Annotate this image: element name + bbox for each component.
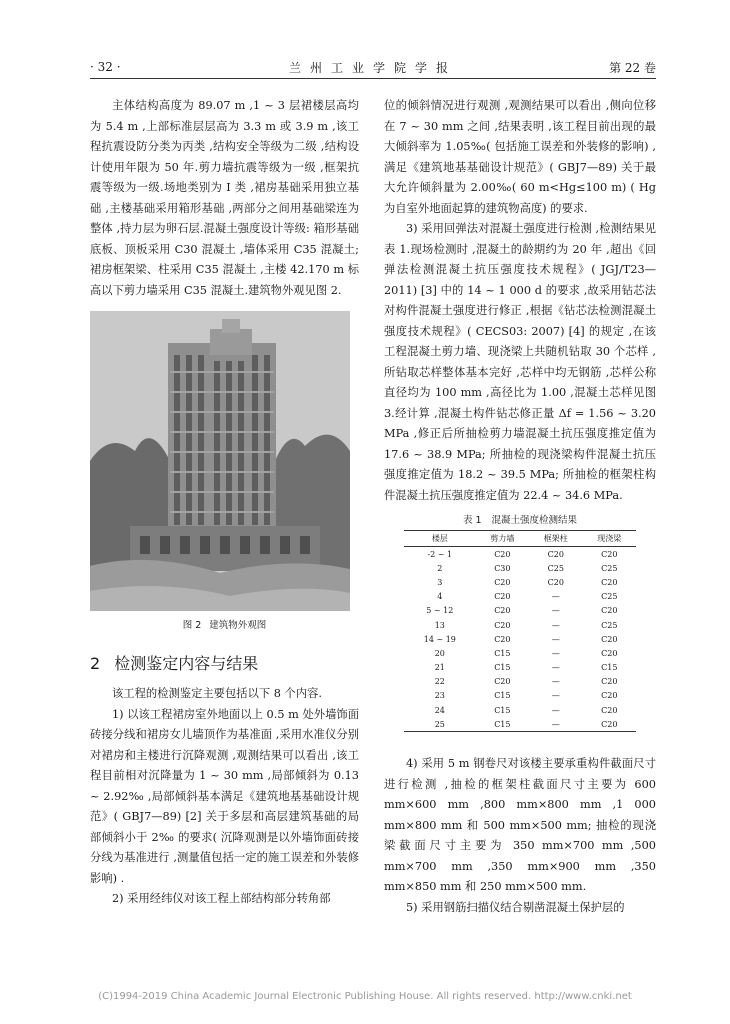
- table-cell: C20: [494, 634, 511, 644]
- table-cell: —: [551, 634, 560, 644]
- table-cell: —: [551, 663, 560, 673]
- table-row: [404, 703, 636, 717]
- table-cell: C20: [494, 620, 511, 630]
- column-header: 现浇梁: [583, 531, 636, 547]
- figure-caption: [90, 617, 359, 631]
- table-cell: 20: [434, 648, 445, 658]
- table-cell: 2: [437, 563, 443, 573]
- paragraph: 主体结构高度为 89.07 m ,1 ~ 3 层裙楼层高均为 5.4 m ,上部标准层层高为 3.3 m 或 3.9 m ,该工程抗震设防分类为丙类 ,结构安全等级为二级 ,结构设计使用年限为 50 年.剪力墙抗震等级为一级 ,框架抗震等级为一级.场地类别为 I 类 ,裙房基础采用独立基础 ,主楼基础采用箱形基础 ,两部分之间用基础梁连为整体 ,持力层为卵石层.混凝土强度设计等级: 箱形基础底板、顶板采用 C30 混凝土 ,墙体采用 C35 混凝土; 裙房框架梁、柱采用 C35 混凝土 ,主楼 42.170 m 标高以下剪力墙采用 C35 混凝土.建筑物外观见图 2.: [90, 99, 359, 297]
- table-cell: —: [551, 648, 560, 658]
- table-row: [404, 575, 636, 589]
- copyright-footer: (C)1994-2019 China Academic Journal Electronic Publishing House. All rights reserved. http://www.cnki.net: [98, 991, 632, 1002]
- table-cell: C20: [494, 592, 511, 602]
- building-photo: [90, 311, 350, 611]
- table-cell: C25: [601, 563, 618, 573]
- table-cell: C25: [547, 563, 564, 573]
- table-cell: C20: [601, 577, 618, 587]
- table-cell: 24: [434, 705, 445, 715]
- section-title: 检测鉴定内容与结果: [114, 654, 259, 673]
- left-column: [90, 96, 359, 910]
- paragraph: 位的倾斜情况进行观测 ,观测结果可以看出 ,侧向位移在 7 ~ 30 mm 之间 ,结果表明 ,该工程目前出现的最大倾斜率为 1.05‰( 包括施工误差和外装修的影响) ,满足《建筑地基基础设计规范》( GBJ7—89) 关于最大允许倾斜量为 2.00‰( 60 m<Hg≤100 m) ( Hg 为自室外地面起算的建筑物高度) 的要求.: [384, 99, 656, 215]
- table-cell: C20: [494, 549, 511, 559]
- table-cell: C15: [494, 663, 511, 673]
- strength-table: [404, 530, 636, 732]
- table-caption: [384, 512, 656, 526]
- table-header-row: [404, 531, 636, 547]
- table-cell: C20: [583, 717, 636, 732]
- table-row: [404, 547, 636, 562]
- table-row: [404, 590, 636, 604]
- table-cell: C15: [494, 691, 511, 701]
- section-number: 2: [90, 654, 101, 673]
- page-number: · 32 ·: [90, 60, 121, 74]
- table-cell: 23: [434, 691, 445, 701]
- journal-title: 兰州工业学院学报: [288, 61, 457, 75]
- table-cell: 25: [404, 717, 476, 732]
- paragraph: 该工程的检测鉴定主要包括以下 8 个内容.: [112, 687, 323, 700]
- table-row: [404, 675, 636, 689]
- paragraph: 5) 采用钢筋扫描仪结合剔凿混凝土保护层的: [406, 900, 625, 914]
- table-row: [404, 646, 636, 660]
- table-cell: 4: [437, 592, 443, 602]
- figure-caption-number: 图 2: [182, 620, 202, 631]
- figure-caption-text: 建筑物外观图: [209, 620, 267, 631]
- building-photo-image: [90, 311, 350, 611]
- table-cell: C20: [494, 577, 511, 587]
- section-heading: [90, 651, 359, 674]
- table-cell: C20: [547, 549, 564, 559]
- paragraph: 3) 采用回弹法对混凝土强度进行检测 ,检测结果见表 1.现场检测时 ,混凝土的龄期约为 20 年 ,超出《回弹法检测混凝土抗压强度技术规程》( JGJ/T23—2011) [3] 中的 14 ~ 1 000 d 的要求 ,故采用钻芯法对构件混凝土强度进行修正 ,根据《钻芯法检测混凝土强度技术规程》( CECS03: 2007) [4] 的规定 ,在该工程混凝土剪力墙、现浇梁上共随机钻取 30 个芯样 ,所钻取芯样整体基本完好 ,芯样中均无钢筋 ,芯样公称直径均为 100 mm ,高径比为 1.00 ,混凝土芯样见图 3.经计算 ,混凝土构件钻芯修正量 Δf = 1.56 ~ 3.20 MPa ,修正后所抽检剪力墙混凝土抗压强度推定值为 17.6 ~ 38.9 MPa; 所抽检的现浇梁构件混凝土抗压强度推定值为 18.2 ~ 39.5 MPa; 所抽检的框架柱构件混凝土抗压强度推定值为 22.4 ~ 34.6 MPa.: [384, 222, 656, 502]
- table-cell: —: [551, 620, 560, 630]
- table-cell: —: [551, 677, 560, 687]
- table-cell: C20: [601, 634, 618, 644]
- table-cell: C15: [476, 717, 529, 732]
- header-rule: [90, 78, 656, 79]
- table-row: [404, 717, 636, 732]
- table-cell: 13: [434, 620, 445, 630]
- table-cell: —: [551, 705, 560, 715]
- table-cell: C20: [601, 677, 618, 687]
- table-cell: —: [551, 691, 560, 701]
- table-cell: —: [529, 717, 582, 732]
- table-cell: 3: [437, 577, 443, 587]
- table-cell: C15: [494, 705, 511, 715]
- table-cell: C20: [601, 691, 618, 701]
- table-cell: C20: [601, 648, 618, 658]
- table-cell: C20: [494, 606, 511, 616]
- table-cell: —: [551, 592, 560, 602]
- column-header: 框架柱: [529, 531, 582, 547]
- table-cell: C20: [547, 577, 564, 587]
- table-cell: 14 ~ 19: [423, 634, 456, 644]
- table-cell: C20: [601, 705, 618, 715]
- table-caption-text: 混凝土强度检测结果: [491, 515, 578, 526]
- paragraph: 2) 采用经纬仪对该工程上部结构部分转角部: [112, 892, 331, 905]
- table-cell: 5 ~ 12: [426, 606, 454, 616]
- table-cell: C15: [494, 648, 511, 658]
- table-row: [404, 632, 636, 646]
- table-row: [404, 604, 636, 618]
- table-cell: C20: [494, 677, 511, 687]
- table-cell: C30: [494, 563, 511, 573]
- table-cell: C25: [601, 620, 618, 630]
- table-row: [404, 561, 636, 575]
- column-header: 楼层: [404, 531, 476, 547]
- right-column: [384, 96, 656, 918]
- table-cell: C20: [601, 549, 618, 559]
- column-header: 剪力墙: [476, 531, 529, 547]
- volume-label: 第 22 卷: [609, 61, 656, 75]
- table-caption-number: 表 1: [462, 515, 482, 526]
- paragraph: 1) 以该工程裙房室外地面以上 0.5 m 处外墙饰面砖接分线和裙房女儿墙顶作为基准面 ,采用水准仪分别对裙房和主楼进行沉降观测 ,观测结果可以看出 ,该工程目前相对沉降量为 1 ~ 30 mm ,局部倾斜为 0.13 ~ 2.92‰ ,局部倾斜基本满足《建筑地基基础设计规范》( GBJ7—89) [2] 关于多层和高层建筑基础的局部倾斜小于 2‰ 的要求( 沉降观测是以外墙饰面砖接分线为基准进行 ,测量值包括一定的施工误差和外装修影响) .: [90, 707, 359, 885]
- table-row: [404, 618, 636, 632]
- table-cell: 22: [434, 677, 445, 687]
- table-cell: C25: [601, 592, 618, 602]
- table-cell: C15: [601, 663, 618, 673]
- table-cell: —: [551, 606, 560, 616]
- table-row: [404, 661, 636, 675]
- page-header: [90, 56, 656, 78]
- paragraph: 4) 采用 5 m 钢卷尺对该楼主要承重构件截面尺寸进行检测 ,抽检的框架柱截面尺寸主要为 600 mm×600 mm ,800 mm×800 mm ,1 000 mm×800 mm 和 500 mm×500 mm; 抽检的现浇梁截面尺寸主要为 350 mm×700 mm ,500 mm×700 mm ,350 mm×900 mm ,350 mm×850 mm 和 250 mm×500 mm.: [384, 757, 656, 894]
- table-row: [404, 689, 636, 703]
- table-cell: C20: [601, 606, 618, 616]
- table-cell: 21: [434, 663, 445, 673]
- table-cell: -2 ~ 1: [427, 549, 453, 559]
